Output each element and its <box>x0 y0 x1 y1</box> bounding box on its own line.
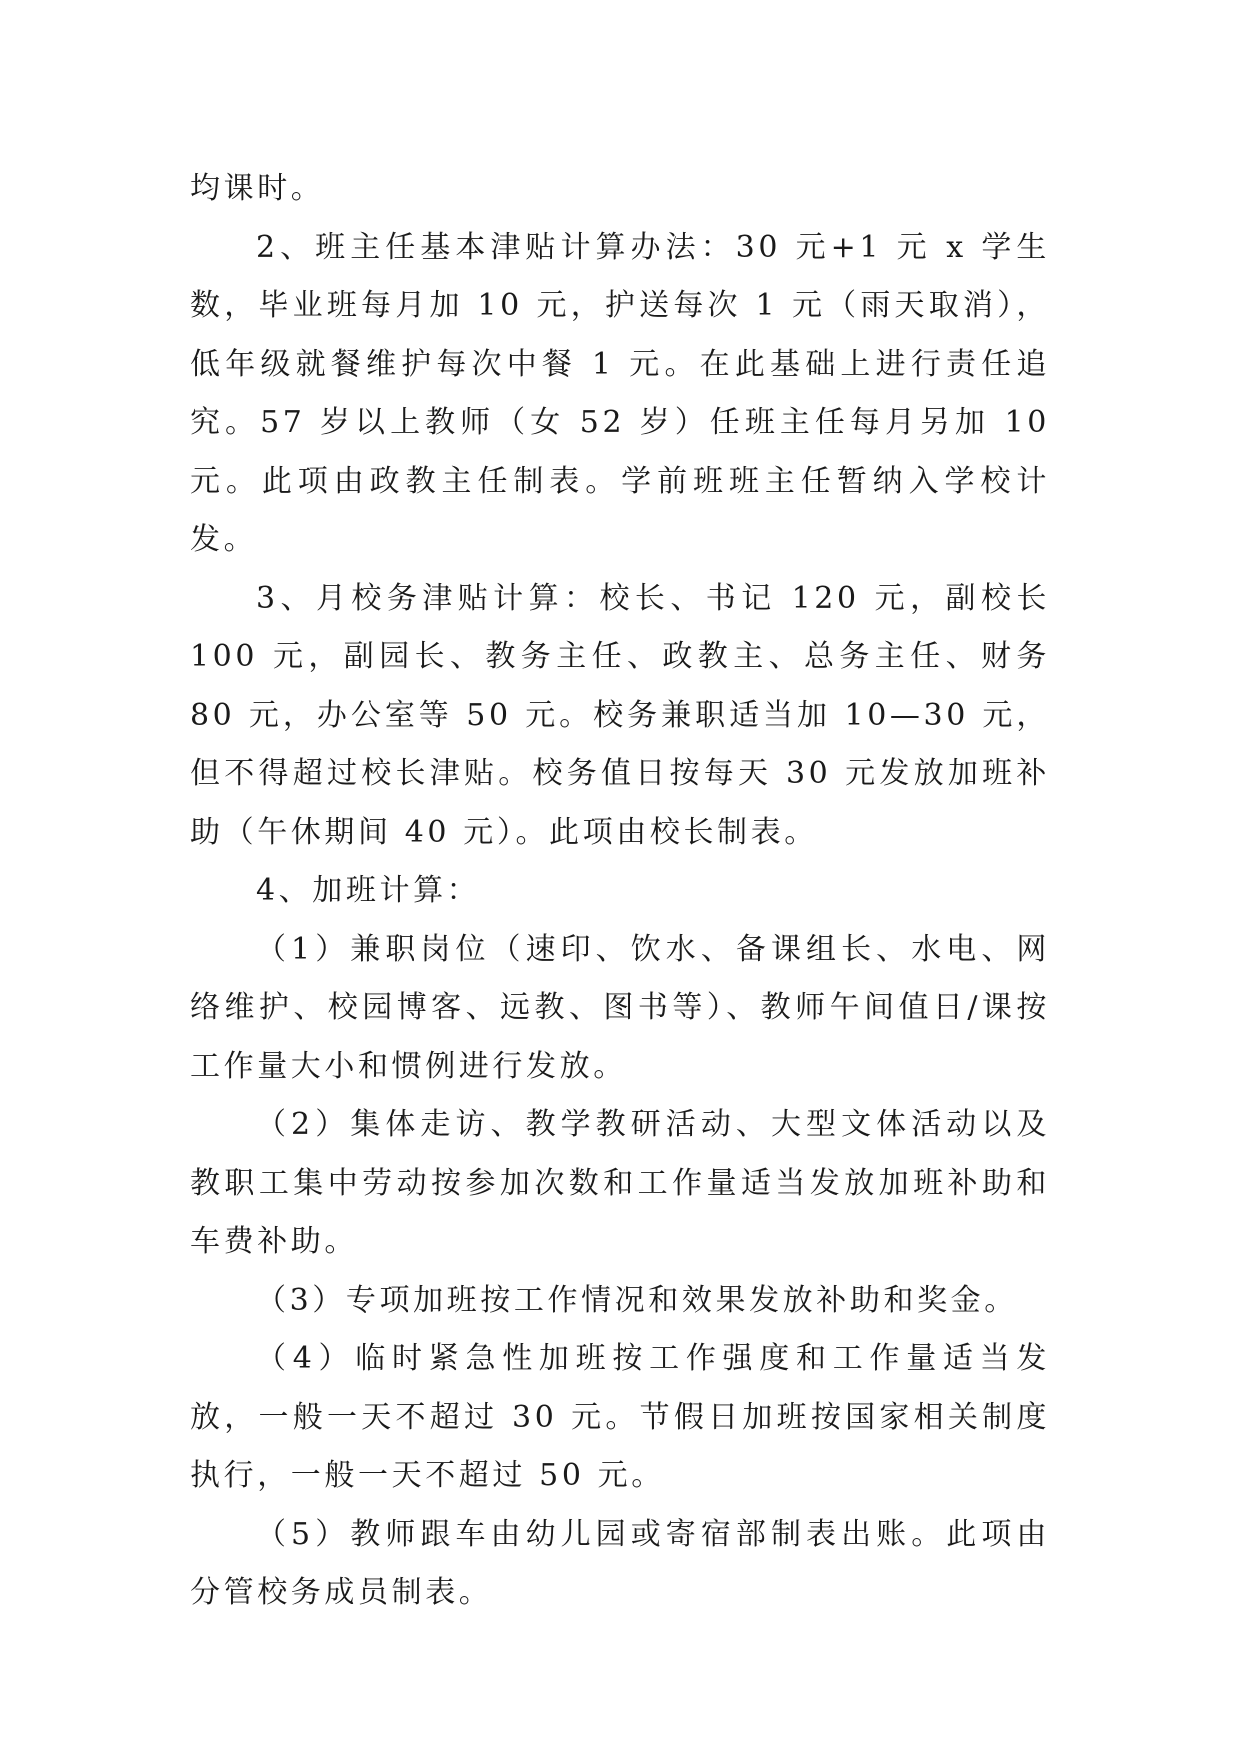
paragraph-overtime-item-1: （1）兼职岗位（速印、饮水、备课组长、水电、网络维护、校园博客、远教、图书等）、教师午间值日/课按工作量大小和惯例进行发放。 <box>190 931 1050 1084</box>
document-body <box>190 160 1050 1623</box>
paragraph-school-affairs-allowance: 3、月校务津贴计算：校长、书记 120 元，副校长 100 元，副园长、教务主任、政教主、总务主任、财务 80 元，办公室等 50 元。校务兼职适当加 10—30 元，但不得超过校长津贴。校务值日按每天 30 元发放加班补助（午休期间 40 元）。此项由校长制表。 <box>190 580 1050 850</box>
paragraph-overtime-item-5: （5）教师跟车由幼儿园或寄宿部制表出账。此项由分管校务成员制表。 <box>190 1516 1050 1610</box>
paragraph-overtime-item-3: （3）专项加班按工作情况和效果发放补助和奖金。 <box>256 1282 1018 1318</box>
paragraph-overtime-heading: 4、加班计算： <box>256 873 481 908</box>
paragraph-class-teacher-allowance: 2、班主任基本津贴计算办法：30 元+1 元 x 学生数，毕业班每月加 10 元，护送每次 1 元（雨天取消），低年级就餐维护每次中餐 1 元。在此基础上进行责任追究。57 岁以上教师（女 52 岁）任班主任每月另加 10 元。此项由政教主任制表。学前班班主任暂纳入学校计发。 <box>190 229 1050 557</box>
paragraph-overtime-item-4: （4）临时紧急性加班按工作强度和工作量适当发放，一般一天不超过 30 元。节假日加班按国家相关制度执行，一般一天不超过 50 元。 <box>190 1341 1050 1493</box>
paragraph-overtime-item-2: （2）集体走访、教学教研活动、大型文体活动以及教职工集中劳动按参加次数和工作量适当发放加班补助和车费补助。 <box>190 1107 1050 1259</box>
paragraph-continuation: 均课时。 <box>190 171 325 206</box>
